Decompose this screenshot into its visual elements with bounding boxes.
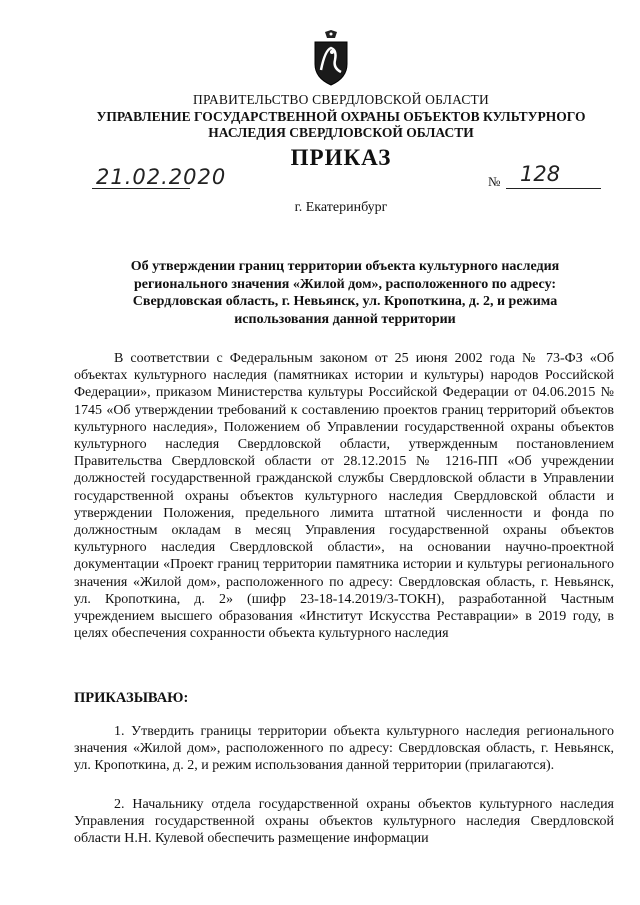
preamble-text: В соответствии с Федеральным законом от 25 июня 2002 года № 73-ФЗ «Об объектах культурного наследия (памятниках истории и культуры) народов Российской Федерации», приказом Министерства культуры Российской Федерации от 04.06.2015 № 1745 «Об утверждении требований к составлению проектов границ территорий объектов культурного наследия», Положением об Управлении государственной охраны объектов культурного наследия Свердловской области, утвержденным постановлением Правительства Свердловской области от 28.12.2015 № 1216-ПП «Об учреждении должностей государственной гражданской службы Свердловской области в Управлении государственной охраны объектов культурного наследия Свердловской области и утверждении Положения, предельного лимита штатной численности и фонда по должностным окладам в месяц Управления государственной охраны объектов культурного наследия Свердловской области», на основании научно-проектной документации «Проект границ территории памятника истории и культуры регионального значения «Жилой дом», расположенного по адресу: Свердловская область, г. Невьянск, ул. Кропоткина, д. 2» (шифр 23-18-14.2019/3-ТОКН), разработанной Частным учреждением высшего образования «Институт Искусства Реставрации» в 2019 году, в целях обеспечения сохранности объекта культурного наследия xyxy=(74,351,614,642)
order-item-1: 1. Утвердить границы территории объекта культурного наследия регионального значения «Жилой дом», расположенного по адресу: Свердловская область, г. Невьянск, ул. Кропоткина, д. 2, и режим использования данной территории (прилагаются). xyxy=(74,724,614,774)
document-number: 128 xyxy=(520,162,561,186)
order-heading: ПРИКАЗЫВАЮ: xyxy=(74,690,189,706)
government-name: ПРАВИТЕЛЬСТВО СВЕРДЛОВСКОЙ ОБЛАСТИ xyxy=(193,92,489,107)
number-label: № xyxy=(488,174,501,189)
coat-of-arms-icon xyxy=(311,30,351,86)
city: г. Екатеринбург xyxy=(294,200,388,215)
document-date: 21.02.2020 xyxy=(96,165,227,189)
order-item-2: 2. Начальнику отдела государственной охраны объектов культурного наследия Управления государственной охраны объектов культурного наследия Свердловской области Н.Н. Кулевой обеспечить размещение информации xyxy=(74,797,614,847)
document-subject: Об утверждении границ территории объекта культурного наследия регионального значения «Жилой дом», расположенного по адресу: Свердловская область, г. Невьянск, ул. Кропоткина, д. 2, и режима использования данной территории xyxy=(130,259,560,327)
document-type: ПРИКАЗ xyxy=(290,145,392,170)
department-name: УПРАВЛЕНИЕ ГОСУДАРСТВЕННОЙ ОХРАНЫ ОБЪЕКТОВ КУЛЬТУРНОГО НАСЛЕДИЯ СВЕРДЛОВСКОЙ ОБЛАСТИ xyxy=(96,109,586,140)
